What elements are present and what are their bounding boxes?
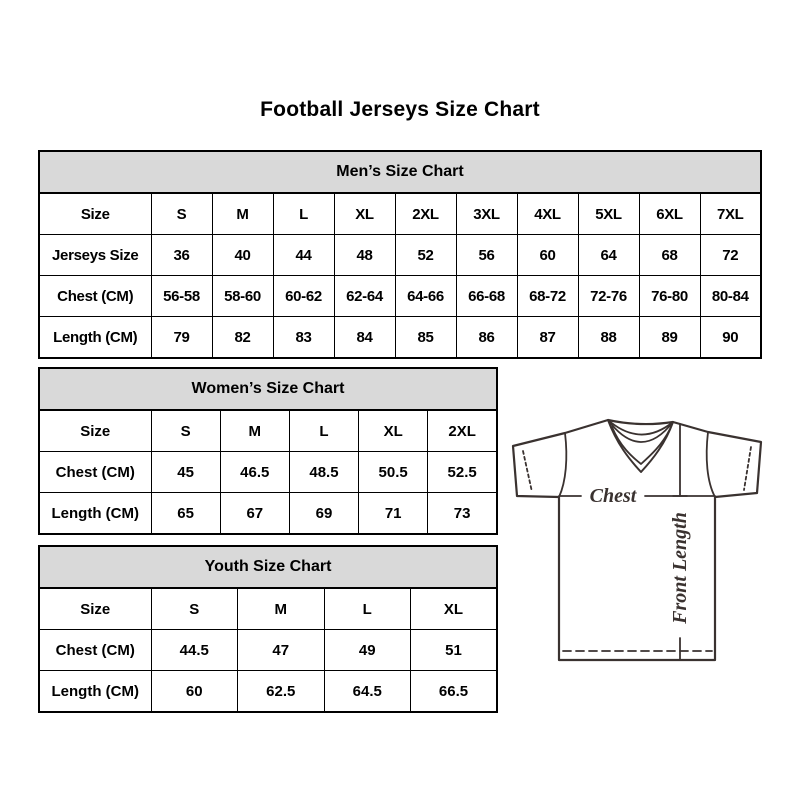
cell: 52 — [395, 235, 456, 276]
right-armhole-seam — [707, 432, 715, 497]
cell: M — [220, 410, 289, 452]
row-label: Length (CM) — [39, 317, 151, 359]
jersey-outline — [513, 420, 761, 660]
cell: S — [151, 410, 220, 452]
cell: 60-62 — [273, 276, 334, 317]
cell: 44 — [273, 235, 334, 276]
row-label: Size — [39, 588, 151, 630]
row-label: Jerseys Size — [39, 235, 151, 276]
jersey-measurement-diagram — [505, 398, 775, 673]
cell: 56-58 — [151, 276, 212, 317]
left-armhole-seam — [559, 433, 566, 497]
cell: M — [238, 588, 325, 630]
page-title: Football Jerseys Size Chart — [260, 98, 540, 121]
cell: 87 — [517, 317, 578, 359]
jersey-icon — [505, 398, 775, 673]
cell: 40 — [212, 235, 273, 276]
cell: 6XL — [639, 193, 700, 235]
cell: L — [273, 193, 334, 235]
table-row — [39, 410, 497, 452]
table-row — [39, 452, 497, 493]
cell: 58-60 — [212, 276, 273, 317]
cell: 64-66 — [395, 276, 456, 317]
table-row — [39, 317, 761, 359]
cell: 62-64 — [334, 276, 395, 317]
cell: 2XL — [428, 410, 497, 452]
cell: 4XL — [517, 193, 578, 235]
cell: 65 — [151, 493, 220, 535]
cell: 88 — [578, 317, 639, 359]
cell: 80-84 — [700, 276, 761, 317]
cell: 48.5 — [289, 452, 358, 493]
cell: 3XL — [456, 193, 517, 235]
cell: XL — [359, 410, 428, 452]
cell: 48 — [334, 235, 395, 276]
cell: 62.5 — [238, 671, 325, 713]
cell: 50.5 — [359, 452, 428, 493]
row-label: Chest (CM) — [39, 630, 151, 671]
cell: 69 — [289, 493, 358, 535]
right-cuff-dashed-line — [744, 447, 751, 490]
cell: XL — [334, 193, 395, 235]
row-label: Length (CM) — [39, 493, 151, 535]
cell: 52.5 — [428, 452, 497, 493]
cell: 79 — [151, 317, 212, 359]
table-title: Men’s Size Chart — [39, 151, 761, 193]
cell: 60 — [151, 671, 238, 713]
cell: 47 — [238, 630, 325, 671]
cell: 2XL — [395, 193, 456, 235]
womens-size-table — [38, 367, 498, 535]
cell: 56 — [456, 235, 517, 276]
table-row — [39, 630, 497, 671]
cell: 5XL — [578, 193, 639, 235]
table-title: Youth Size Chart — [39, 546, 497, 588]
cell: 64.5 — [324, 671, 411, 713]
cell: 7XL — [700, 193, 761, 235]
table-row — [39, 235, 761, 276]
cell: 84 — [334, 317, 395, 359]
cell: 46.5 — [220, 452, 289, 493]
youth-size-table — [38, 545, 498, 713]
cell: 68-72 — [517, 276, 578, 317]
cell: 49 — [324, 630, 411, 671]
cell: 83 — [273, 317, 334, 359]
cell: S — [151, 588, 238, 630]
row-label: Chest (CM) — [39, 276, 151, 317]
cell: 64 — [578, 235, 639, 276]
table-row — [39, 493, 497, 535]
row-label: Size — [39, 410, 151, 452]
left-cuff-dashed-line — [523, 451, 532, 492]
cell: 45 — [151, 452, 220, 493]
cell: 71 — [359, 493, 428, 535]
cell: 89 — [639, 317, 700, 359]
cell: L — [289, 410, 358, 452]
cell: 86 — [456, 317, 517, 359]
cell: 60 — [517, 235, 578, 276]
chest-label: Chest — [589, 485, 637, 507]
cell: L — [324, 588, 411, 630]
cell: 73 — [428, 493, 497, 535]
table-title: Women’s Size Chart — [39, 368, 497, 410]
cell: 85 — [395, 317, 456, 359]
cell: 66-68 — [456, 276, 517, 317]
cell: 90 — [700, 317, 761, 359]
cell: 72 — [700, 235, 761, 276]
table-row — [39, 588, 497, 630]
cell: XL — [411, 588, 498, 630]
row-label: Length (CM) — [39, 671, 151, 713]
table-row — [39, 276, 761, 317]
cell: 68 — [639, 235, 700, 276]
table-row — [39, 671, 497, 713]
cell: 44.5 — [151, 630, 238, 671]
cell: S — [151, 193, 212, 235]
cell: 72-76 — [578, 276, 639, 317]
cell: 82 — [212, 317, 273, 359]
cell: 36 — [151, 235, 212, 276]
cell: 76-80 — [639, 276, 700, 317]
row-label: Size — [39, 193, 151, 235]
row-label: Chest (CM) — [39, 452, 151, 493]
cell: 66.5 — [411, 671, 498, 713]
cell: 67 — [220, 493, 289, 535]
cell: M — [212, 193, 273, 235]
front-length-label: Front Length — [669, 512, 691, 624]
table-row — [39, 193, 761, 235]
mens-size-table — [38, 150, 762, 359]
cell: 51 — [411, 630, 498, 671]
